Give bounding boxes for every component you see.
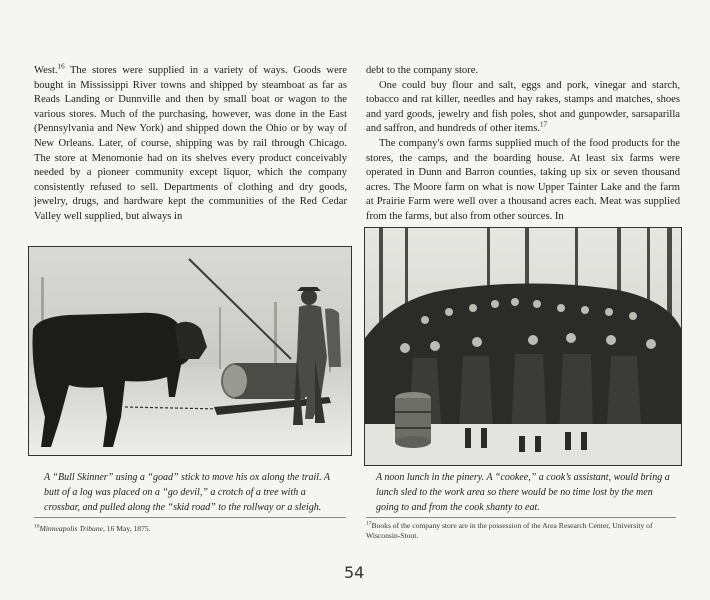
- photo-noon-lunch-image: [365, 228, 681, 465]
- footnote-divider: [366, 517, 676, 518]
- footnote-source: Minneapolis Tribune: [39, 524, 103, 533]
- paragraph: [34, 64, 347, 225]
- photo-bull-skinner-image: [29, 247, 351, 455]
- footnote-16: [34, 524, 344, 534]
- footnote-17: [366, 521, 666, 541]
- paragraph: [366, 79, 680, 137]
- photo-caption-left: A “Bull Skinner” using a “goad” stick to move his ox along the trail. A butt of a log was placed on a “go devil,” a crotch of a tree with a crossbar, and pulled along the “skid road” to the rollway or a sleigh.: [44, 472, 330, 513]
- paragraph-text: One could buy flour and salt, eggs and pork, vinegar and starch, tobacco and rat killer, needles and hay rakes, stamps and matches, shoes and yard goods, jewelry and fish poles, shot and gunpowder, sarsaparilla and saffron, and hundreds of other items.: [366, 79, 680, 135]
- footnote-mark: 17: [366, 520, 372, 527]
- footnote-divider: [34, 517, 346, 518]
- footnote-reference[interactable]: 17: [539, 120, 547, 129]
- photo-noon-lunch: [364, 227, 682, 466]
- footnote-mark: 16: [34, 523, 40, 530]
- paragraph: The company's own farms supplied much of the food products for the stores, the camps, and the boarding house. At least six farms were operated in Dunn and Barron counties, taking up six or seven thousand acres. The Moore farm on what is now Upper Tainter Lake and the farm at Prairie Farm were well over a thousand acres each. Meat was supplied from the farms, but also from other sources. In: [366, 137, 680, 222]
- footnote-reference[interactable]: 16: [57, 62, 65, 71]
- paragraph-text: West.: [34, 65, 58, 76]
- photo-caption-right: A noon lunch in the pinery. A “cookee,” a cook’s assistant, would bring a lunch sled to the work area so there would be no time lost by the men going to and from the cook shanty to eat.: [376, 472, 670, 513]
- photo-bull-skinner: [28, 246, 352, 456]
- footnote-text: , 16 May, 1875.: [103, 524, 151, 533]
- paragraph: debt to the company store.: [366, 65, 479, 76]
- footnote-text: Books of the company store are in the possession of the Area Research Center, University of Wisconsin-Stout.: [366, 521, 653, 540]
- text-column-right: [366, 64, 680, 225]
- text-column-left: [34, 64, 347, 225]
- page-number: 54: [344, 563, 365, 582]
- paragraph-text: The stores were supplied in a variety of ways. Goods were bought in Mississippi River towns and shipped by steamboat as far as Reads Landing or Dunnville and then by small boat or wagon to the various stores. Much of the purchasing, however, was done in the East (Pennsylvania and New York) and shipped down the Ohio or by way of New Orleans. Later, of course, shipping was by rail through Chicago. The store at Menomonie had on its shelves every product conceivably needed by a pioneer community except liquor, which the company consistently refused to sell. Departments of clothing and dry goods, jewelry, drugs, and hardware kept the communities of the Red Cedar Valley well supplied, but always in: [34, 65, 347, 222]
